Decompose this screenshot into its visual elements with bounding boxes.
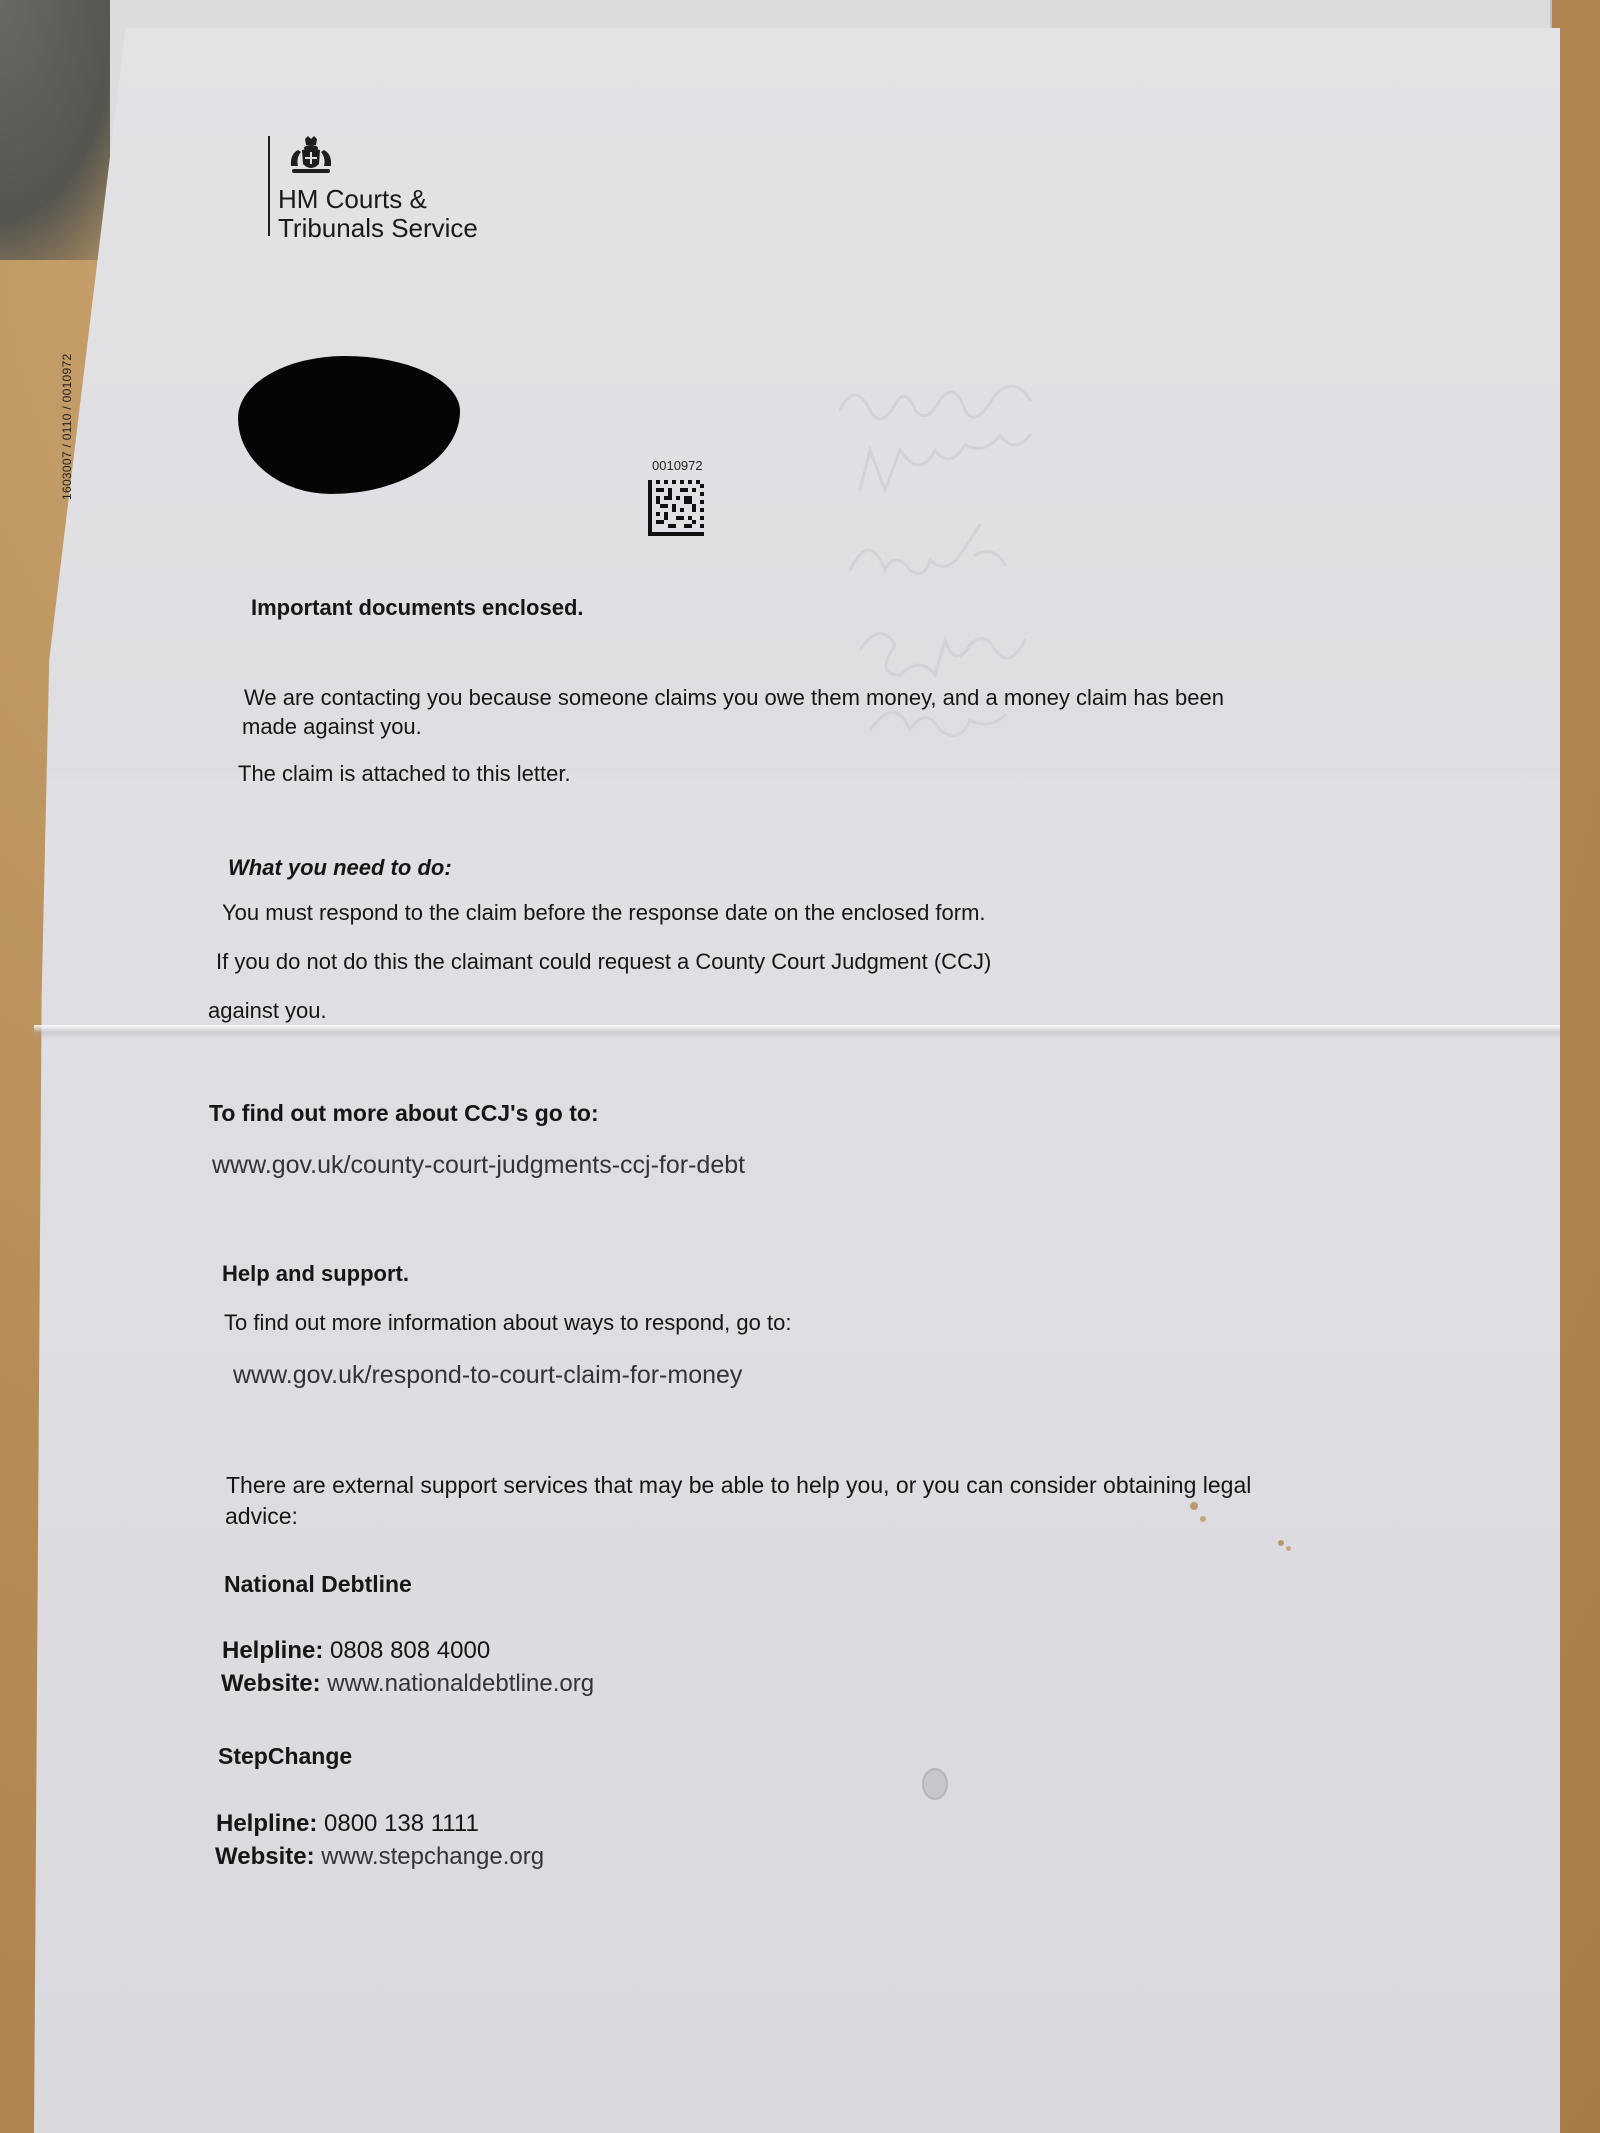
intro-line-1: We are contacting you because someone claims you owe them money, and a money claim has been — [244, 685, 1224, 710]
paper-stain — [922, 1768, 948, 1800]
hmcts-logo — [268, 136, 478, 243]
paper-fold-crease — [34, 1025, 1560, 1039]
website-url: www.nationaldebtline.org — [327, 1670, 595, 1697]
what-to-do-line-2: If you do not do this the claimant could request a County Court Judgment (CCJ) — [216, 949, 992, 974]
stepchange-website — [215, 1843, 544, 1871]
side-reference-number: 1603007 / 0110 / 0010972 — [60, 353, 74, 500]
helpline-label: Helpline: — [216, 1810, 318, 1837]
service-name-stepchange: StepChange — [218, 1743, 353, 1769]
paper-stain — [1200, 1516, 1206, 1522]
datamatrix-barcode-icon — [648, 480, 704, 536]
ccj-heading: To find out more about CCJ's go to: — [209, 1100, 599, 1126]
external-support-line-2: advice: — [225, 1503, 298, 1529]
important-heading: Important documents enclosed. — [251, 595, 584, 620]
stepchange-helpline — [216, 1810, 479, 1838]
barcode-number: 0010972 — [652, 458, 703, 473]
royal-crest-icon — [288, 136, 334, 176]
external-support-line-1: There are external support services that may be able to help you, or you can consider obtaining legal — [226, 1472, 1252, 1498]
help-url: www.gov.uk/respond-to-court-claim-for-money — [233, 1361, 743, 1389]
website-url: www.stepchange.org — [321, 1843, 545, 1870]
embossed-handwriting-impression — [820, 360, 1240, 780]
helpline-label: Helpline: — [222, 1637, 324, 1664]
what-to-do-heading: What you need to do: — [228, 855, 452, 880]
help-line: To find out more information about ways to respond, go to: — [224, 1310, 792, 1335]
paper-stain — [1286, 1546, 1291, 1551]
help-heading: Help and support. — [222, 1261, 409, 1286]
org-name-line1: HM Courts & — [278, 184, 427, 214]
what-to-do-line-3: against you. — [208, 998, 327, 1023]
website-label: Website: — [215, 1843, 315, 1870]
intro-line-2: made against you. — [242, 714, 422, 739]
helpline-number: 0800 138 1111 — [324, 1810, 479, 1837]
paper-stain — [1278, 1540, 1284, 1546]
website-label: Website: — [221, 1670, 321, 1697]
ccj-url: www.gov.uk/county-court-judgments-ccj-for-debt — [212, 1151, 746, 1179]
org-name-line2: Tribunals Service — [278, 213, 478, 243]
national-debtline-website — [221, 1670, 594, 1698]
claim-attached-text: The claim is attached to this letter. — [238, 761, 571, 786]
service-name-national-debtline: National Debtline — [224, 1571, 412, 1597]
what-to-do-line-1: You must respond to the claim before the response date on the enclosed form. — [222, 900, 986, 925]
paper-stain — [1190, 1502, 1198, 1510]
helpline-number: 0808 808 4000 — [330, 1637, 491, 1664]
national-debtline-helpline — [222, 1637, 490, 1665]
